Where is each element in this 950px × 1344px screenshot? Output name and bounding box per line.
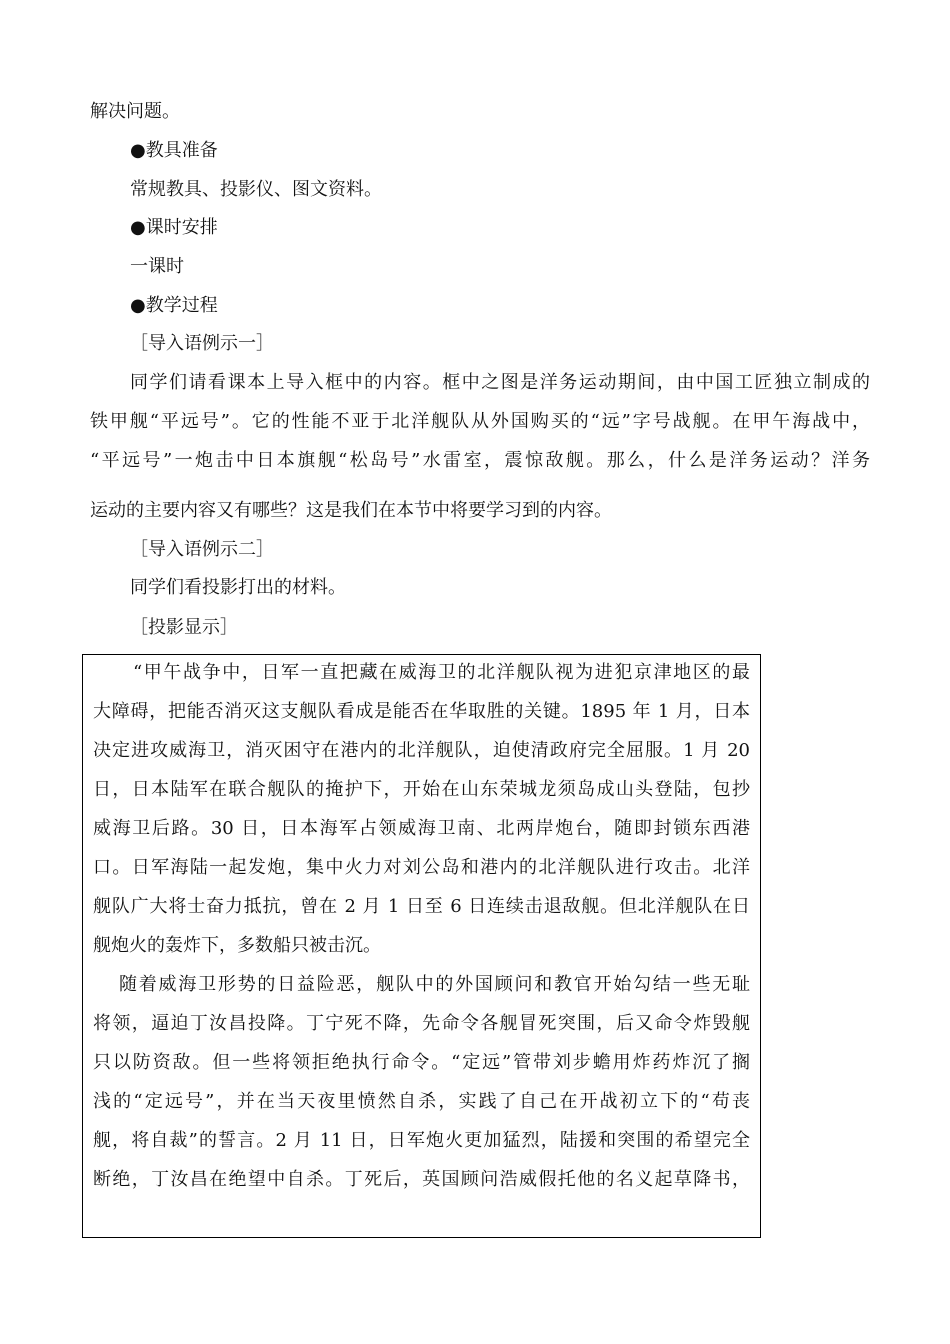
projection-paragraph-two-line: 舰，将自裁”的誓言。2 月 11 日，日军炮火更加猛烈，陆援和突围的希望完全 <box>93 1130 750 1151</box>
intro-tail-text: 解决问题。 <box>90 101 180 122</box>
example-one-line: 铁甲舰“平远号”。它的性能不亚于北洋舰队从外国购买的“远”字号战舰。在甲午海战中， <box>90 411 870 432</box>
projection-paragraph-two-line: 只以防资敌。但一些将领拒绝执行命令。“定远”管带刘步蟾用炸药炸沉了搁 <box>93 1052 750 1073</box>
teaching-tools-content: 常规教具、投影仪、图文资料。 <box>130 179 382 200</box>
projection-paragraph-two-line: 断绝，丁汝昌在绝望中自杀。丁死后，英国顾问浩威假托他的名义起草降书， <box>93 1169 750 1190</box>
projection-paragraph-two-line: 浅的“定远号”，并在当天夜里愤然自杀，实践了自己在开战初立下的“苟丧 <box>93 1091 750 1112</box>
heading-class-hours: ●课时安排 <box>130 217 218 238</box>
projection-paragraph-one-line: 威海卫后路。30 日，日本海军占领威海卫南、北两岸炮台，随即封锁东西港 <box>93 818 750 839</box>
projection-paragraph-two-line: 随着威海卫形势的日益险恶，舰队中的外国顾问和教官开始勾结一些无耻 <box>119 974 750 995</box>
projection-paragraph-one-line: 口。日军海陆一起发炮，集中火力对刘公岛和港内的北洋舰队进行攻击。北洋 <box>93 857 750 878</box>
class-hours-content: 一课时 <box>130 256 184 277</box>
example-one-label: ［导入语例示一］ <box>130 333 274 354</box>
example-one-line: 同学们请看课本上导入框中的内容。框中之图是洋务运动期间，由中国工匠独立制成的 <box>130 372 870 393</box>
projection-paragraph-two-line: 将领，逼迫丁汝昌投降。丁宁死不降，先命令各舰冒死突围，后又命令炸毁舰 <box>93 1013 750 1034</box>
heading-teaching-tools: ●教具准备 <box>130 140 218 161</box>
example-two-label: ［导入语例示二］ <box>130 539 274 560</box>
projection-paragraph-one-line: 决定进攻威海卫，消灭困守在港内的北洋舰队，迫使清政府完全屈服。1 月 20 <box>93 740 750 761</box>
projection-paragraph-one-line: 日，日本陆军在联合舰队的掩护下，开始在山东荣城龙须岛成山头登陆，包抄 <box>93 779 750 800</box>
projection-paragraph-one-line: 舰队广大将士奋力抵抗，曾在 2 月 1 日至 6 日连续击退敌舰。但北洋舰队在日 <box>93 896 750 917</box>
projection-label: ［投影显示］ <box>130 617 238 638</box>
projection-box <box>82 654 761 1238</box>
example-two-line: 同学们看投影打出的材料。 <box>130 577 346 598</box>
heading-teaching-process: ●教学过程 <box>130 295 218 316</box>
projection-paragraph-one-line: “甲午战争中，日军一直把藏在威海卫的北洋舰队视为进犯京津地区的最 <box>133 662 750 683</box>
projection-paragraph-one-line: 舰炮火的轰炸下，多数船只被击沉。 <box>93 935 381 956</box>
projection-paragraph-one-line: 大障碍，把能否消灭这支舰队看成是能否在华取胜的关键。1895 年 1 月，日本 <box>93 701 750 722</box>
example-one-line: 运动的主要内容又有哪些？这是我们在本节中将要学习到的内容。 <box>90 500 612 521</box>
example-one-line: “平远号”一炮击中日本旗舰“松岛号”水雷室，震惊敌舰。那么，什么是洋务运动？洋务 <box>90 450 870 471</box>
